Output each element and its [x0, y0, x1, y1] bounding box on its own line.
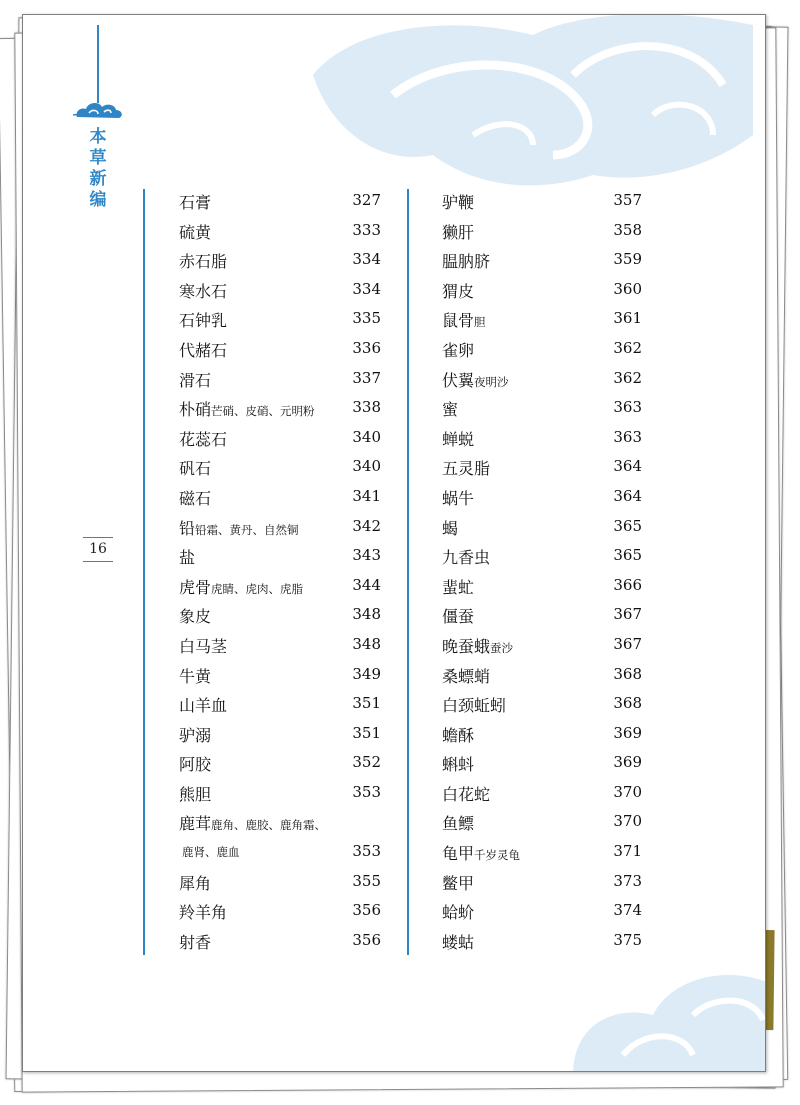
toc-entry-page: 349 — [352, 664, 381, 683]
toc-entry-page: 333 — [352, 220, 381, 239]
toc-entry[interactable] — [442, 303, 642, 333]
toc-entry-name: 蟾酥 — [442, 725, 475, 745]
toc-entry-name: 蜗牛 — [442, 488, 475, 508]
toc-entry-name: 五灵脂 — [442, 459, 491, 479]
toc-entry-name: 花蕊石 — [179, 429, 228, 449]
toc-entry-title — [442, 634, 513, 657]
toc-entry-page: 362 — [613, 368, 642, 387]
toc-entry-title — [179, 871, 211, 894]
toc-entry-page: 343 — [352, 546, 381, 565]
toc-entry-title — [179, 634, 227, 657]
toc-entry-name: 猬皮 — [442, 281, 475, 301]
toc-entry[interactable] — [179, 244, 381, 274]
toc-entry[interactable] — [179, 215, 381, 245]
toc-entry-title — [179, 693, 227, 716]
toc-entry-page: 362 — [613, 338, 642, 357]
toc-entry-page: 373 — [613, 871, 642, 890]
book-title-char: 本 — [89, 127, 107, 147]
toc-entry-title — [442, 664, 490, 687]
toc-entry-title — [179, 723, 211, 746]
page-number-box — [83, 537, 113, 562]
toc-entry-title — [179, 516, 299, 539]
toc-entry[interactable] — [179, 629, 381, 659]
toc-entry-title — [442, 516, 458, 539]
toc-entry-page: 365 — [613, 516, 642, 535]
toc-entry-page: 367 — [613, 634, 642, 653]
toc-entry-page: 370 — [613, 782, 642, 801]
toc-entry-subtitle: 蚕沙 — [490, 640, 514, 655]
toc-entry[interactable] — [442, 659, 642, 689]
toc-entry-title — [442, 752, 474, 775]
toc-entry-name: 山羊血 — [179, 696, 228, 716]
toc-entry-subtitle: 鹿角、鹿胶、鹿角霜、 — [211, 818, 327, 833]
toc-entry-name: 蝉蜕 — [442, 429, 475, 449]
toc-entry[interactable] — [442, 688, 642, 718]
toc-entry-title — [442, 427, 474, 450]
toc-entry-name: 鱼鳔 — [442, 814, 475, 834]
column-rule-left — [143, 189, 145, 955]
toc-entry-title — [179, 575, 303, 598]
toc-entry-name: 石钟乳 — [179, 311, 228, 331]
toc-entry-title — [442, 811, 474, 834]
toc-entry[interactable] — [442, 925, 642, 955]
toc-entry-title — [442, 575, 474, 598]
toc-entry-title — [179, 752, 211, 775]
toc-entry-page: 374 — [613, 901, 642, 920]
toc-entry-title — [442, 545, 490, 568]
toc-entry[interactable] — [179, 836, 381, 866]
toc-entry-page: 355 — [352, 871, 381, 890]
toc-entry-page: 353 — [352, 782, 381, 801]
toc-entry-name: 獭肝 — [442, 222, 475, 242]
toc-entry-title — [179, 664, 211, 687]
toc-entry-subtitle: 铅霜、黄丹、自然铜 — [195, 522, 299, 537]
toc-entry-subtitle: 虎睛、虎肉、虎脂 — [211, 581, 304, 596]
toc-entry-name: 桑螵蛸 — [442, 666, 491, 686]
toc-entry-page: 335 — [352, 309, 381, 328]
toc-entry-page: 357 — [613, 191, 642, 209]
toc-entry-title — [179, 456, 211, 479]
toc-entry[interactable] — [179, 688, 381, 718]
toc-entry-title — [442, 279, 474, 302]
toc-entry-name: 驴溺 — [179, 725, 212, 745]
toc-entry-title — [442, 190, 474, 213]
toc-entry-page: 342 — [352, 516, 381, 535]
toc-entry-name: 蝌蚪 — [442, 755, 475, 775]
toc-entry[interactable] — [179, 333, 381, 363]
toc-entry[interactable] — [442, 895, 642, 925]
toc-entry-name: 射香 — [179, 932, 212, 952]
toc-entry-name: 晚蚕蛾 — [442, 636, 491, 656]
toc-entry-page: 334 — [352, 250, 381, 269]
toc-entry-title — [442, 841, 520, 864]
toc-entry[interactable] — [179, 481, 381, 511]
toc-entry-page: 353 — [352, 842, 381, 861]
toc-entry-name: 龟甲 — [442, 844, 475, 864]
toc-entry[interactable] — [442, 392, 642, 422]
toc-entry-page: 365 — [613, 546, 642, 565]
toc-entry-name: 石膏 — [179, 193, 212, 212]
toc-entry[interactable] — [179, 659, 381, 689]
toc-entry[interactable] — [442, 806, 642, 836]
toc-entry-name: 雀卵 — [442, 340, 475, 360]
toc-entry-page: 344 — [352, 575, 381, 594]
toc-entry-name: 朴硝 — [179, 400, 212, 420]
toc-entry-title — [442, 397, 458, 420]
toc-entry[interactable] — [442, 215, 642, 245]
toc-entry[interactable] — [442, 599, 642, 629]
toc-entry-title — [442, 900, 474, 923]
toc-entry-page: 360 — [613, 279, 642, 298]
toc-entry-name: 犀角 — [179, 873, 212, 893]
toc-entry-title — [179, 604, 211, 627]
toc-entry-name: 蝎 — [442, 518, 459, 538]
toc-entry-name: 象皮 — [179, 607, 212, 627]
toc-entry[interactable] — [442, 185, 642, 215]
toc-entry[interactable] — [179, 185, 381, 215]
page-number-rule-bottom — [83, 561, 113, 562]
toc-entry-page: 334 — [352, 279, 381, 298]
toc-entry-name: 蜜 — [442, 400, 459, 420]
toc-entry[interactable] — [442, 363, 642, 393]
toc-entry-subtitle: 芒硝、皮硝、元明粉 — [211, 404, 315, 419]
toc-entry[interactable] — [179, 511, 381, 541]
toc-entry-page: 359 — [613, 250, 642, 269]
toc-entry-name: 僵蚕 — [442, 607, 475, 627]
toc-entry-title — [442, 368, 509, 391]
toc-entry-name: 滑石 — [179, 370, 212, 390]
toc-entry-page: 363 — [613, 398, 642, 417]
toc-entry[interactable] — [179, 363, 381, 393]
toc-entry-title — [442, 456, 490, 479]
toc-entry-page: 375 — [613, 930, 642, 949]
toc-entry-name: 铅 — [179, 518, 196, 538]
toc-entry-page: 371 — [613, 842, 642, 861]
toc-entry-page: 327 — [352, 191, 381, 209]
toc-entry-name: 代赭石 — [179, 340, 228, 360]
toc-entry-title — [179, 930, 211, 953]
toc-entry-title — [179, 249, 227, 272]
toc-entry[interactable] — [442, 274, 642, 304]
toc-entry[interactable] — [442, 244, 642, 274]
toc-entry-page: 364 — [613, 486, 642, 505]
toc-entry-title — [442, 338, 474, 361]
toc-entry-page: 356 — [352, 930, 381, 949]
toc-entry-name: 腽肭脐 — [442, 252, 491, 272]
toc-entry-title — [442, 308, 486, 331]
toc-entry-page: 364 — [613, 457, 642, 476]
toc-entry[interactable] — [442, 836, 642, 866]
toc-entry-name: 虎骨 — [179, 577, 212, 597]
toc-entry-name: 鼠骨 — [442, 311, 475, 331]
toc-entry-name: 白颈蚯蚓 — [442, 696, 507, 716]
toc-entry-title — [442, 723, 474, 746]
toc-entry-title — [179, 545, 195, 568]
toc-entry-title — [442, 930, 474, 953]
toc-entry-page: 361 — [613, 309, 642, 328]
toc-entry-page: 363 — [613, 427, 642, 446]
book-title-char: 新 — [89, 169, 107, 189]
toc-entry[interactable] — [179, 777, 381, 807]
toc-entry[interactable] — [179, 806, 381, 836]
toc-entry-name: 鹿茸 — [179, 814, 212, 834]
toc-entry-title — [179, 900, 227, 923]
toc-entry-page: 367 — [613, 605, 642, 624]
toc-entry-name: 驴鞭 — [442, 193, 475, 212]
hanging-line — [97, 25, 99, 103]
toc-entry-page: 340 — [352, 457, 381, 476]
toc-entry[interactable] — [442, 777, 642, 807]
toc-entry-name: 盐 — [179, 548, 196, 568]
toc-entry[interactable] — [442, 333, 642, 363]
toc-entry-name: 阿胶 — [179, 755, 212, 775]
toc-entry-name: 熊胆 — [179, 784, 212, 804]
toc-entry[interactable] — [442, 481, 642, 511]
toc-entry-subtitle: 胆 — [474, 315, 486, 330]
toc-entry-title — [179, 486, 211, 509]
toc-entry-name: 蜚虻 — [442, 577, 475, 597]
toc-entry[interactable] — [179, 451, 381, 481]
toc-entry-name: 羚羊角 — [179, 903, 228, 923]
toc-entry[interactable] — [179, 570, 381, 600]
toc-entry-name: 白花蛇 — [442, 784, 491, 804]
toc-entry-title — [179, 279, 227, 302]
toc-entry-name: 伏翼 — [442, 370, 475, 390]
toc-entry-subtitle: 夜明沙 — [474, 374, 509, 389]
toc-entry-name: 硫黄 — [179, 222, 212, 242]
toc-entry[interactable] — [442, 629, 642, 659]
toc-entry[interactable] — [442, 570, 642, 600]
toc-entry-page: 348 — [352, 634, 381, 653]
toc-entry-name: 九香虫 — [442, 548, 491, 568]
toc-entry-title — [442, 220, 474, 243]
toc-entry-title — [442, 486, 474, 509]
toc-entry[interactable] — [179, 895, 381, 925]
toc-entry-page: 368 — [613, 664, 642, 683]
toc-entry[interactable] — [442, 718, 642, 748]
book-title-char: 编 — [89, 190, 107, 210]
toc-entry-subtitle: 鹿肾、鹿血 — [182, 845, 240, 860]
toc-entry[interactable] — [442, 511, 642, 541]
toc-entry-name: 蝼蛄 — [442, 932, 475, 952]
toc-column-left — [179, 185, 381, 954]
cloud-decoration-bottom — [563, 945, 766, 1072]
toc-entry-title — [442, 782, 490, 805]
toc-entry[interactable] — [179, 599, 381, 629]
toc-entry-page: 340 — [352, 427, 381, 446]
column-rule-middle — [407, 189, 409, 955]
toc-entry[interactable] — [179, 274, 381, 304]
toc-entry-page: 336 — [352, 338, 381, 357]
toc-entry-name: 赤石脂 — [179, 252, 228, 272]
toc-entry-page: 369 — [613, 753, 642, 772]
toc-entry-name: 寒水石 — [179, 281, 228, 301]
toc-entry[interactable] — [179, 866, 381, 896]
toc-entry[interactable] — [179, 392, 381, 422]
toc-entry[interactable] — [442, 422, 642, 452]
toc-entry-title — [179, 397, 315, 420]
toc-entry-title — [442, 249, 490, 272]
toc-entry-title — [179, 368, 211, 391]
toc-entry-title — [442, 604, 474, 627]
toc-entry[interactable] — [442, 451, 642, 481]
toc-entry-page: 370 — [613, 812, 642, 831]
toc-entry-name: 矾石 — [179, 459, 212, 479]
toc-entry-name: 牛黄 — [179, 666, 212, 686]
toc-entry-page: 351 — [352, 694, 381, 713]
toc-entry[interactable] — [179, 422, 381, 452]
toc-entry[interactable] — [442, 540, 642, 570]
toc-entry-name: 磁石 — [179, 488, 212, 508]
toc-entry-page: 358 — [613, 220, 642, 239]
page-number: 16 — [89, 541, 107, 557]
toc-entry-name: 鳖甲 — [442, 873, 475, 893]
toc-entry-page: 352 — [352, 753, 381, 772]
toc-entry-name: 蛤蚧 — [442, 903, 475, 923]
toc-entry-title — [179, 782, 211, 805]
toc-entry[interactable] — [179, 540, 381, 570]
toc-entry-page: 351 — [352, 723, 381, 742]
toc-entry-title — [442, 871, 474, 894]
book-title-char: 草 — [89, 148, 107, 168]
toc-entry-subtitle: 千岁灵龟 — [474, 848, 521, 863]
toc-entry-name: 白马茎 — [179, 636, 228, 656]
toc-entry-title — [179, 190, 211, 213]
toc-entry-title — [179, 220, 211, 243]
cloud-icon — [73, 99, 125, 121]
toc-entry-page: 337 — [352, 368, 381, 387]
toc-entry-title — [442, 693, 506, 716]
toc-entry-title — [179, 338, 227, 361]
toc-entry-title — [179, 308, 227, 331]
toc-entry[interactable] — [442, 866, 642, 896]
toc-column-right — [442, 185, 642, 954]
toc-entry-title — [179, 427, 227, 450]
toc-entry-page: 341 — [352, 486, 381, 505]
toc-entry[interactable] — [179, 747, 381, 777]
toc-entry[interactable] — [179, 718, 381, 748]
cloud-decoration-top — [273, 15, 753, 205]
toc-entry-title — [182, 841, 240, 860]
toc-entry-page: 369 — [613, 723, 642, 742]
toc-entry[interactable] — [442, 747, 642, 777]
toc-entry-page: 366 — [613, 575, 642, 594]
toc-entry[interactable] — [179, 303, 381, 333]
book-title-vertical — [86, 127, 110, 211]
toc-entry-page: 368 — [613, 694, 642, 713]
toc-entry-title — [179, 811, 326, 834]
book-page — [22, 14, 766, 1072]
toc-entry-page: 356 — [352, 901, 381, 920]
toc-entry-page: 338 — [352, 398, 381, 417]
toc-entry[interactable] — [179, 925, 381, 955]
toc-entry-page: 348 — [352, 605, 381, 624]
